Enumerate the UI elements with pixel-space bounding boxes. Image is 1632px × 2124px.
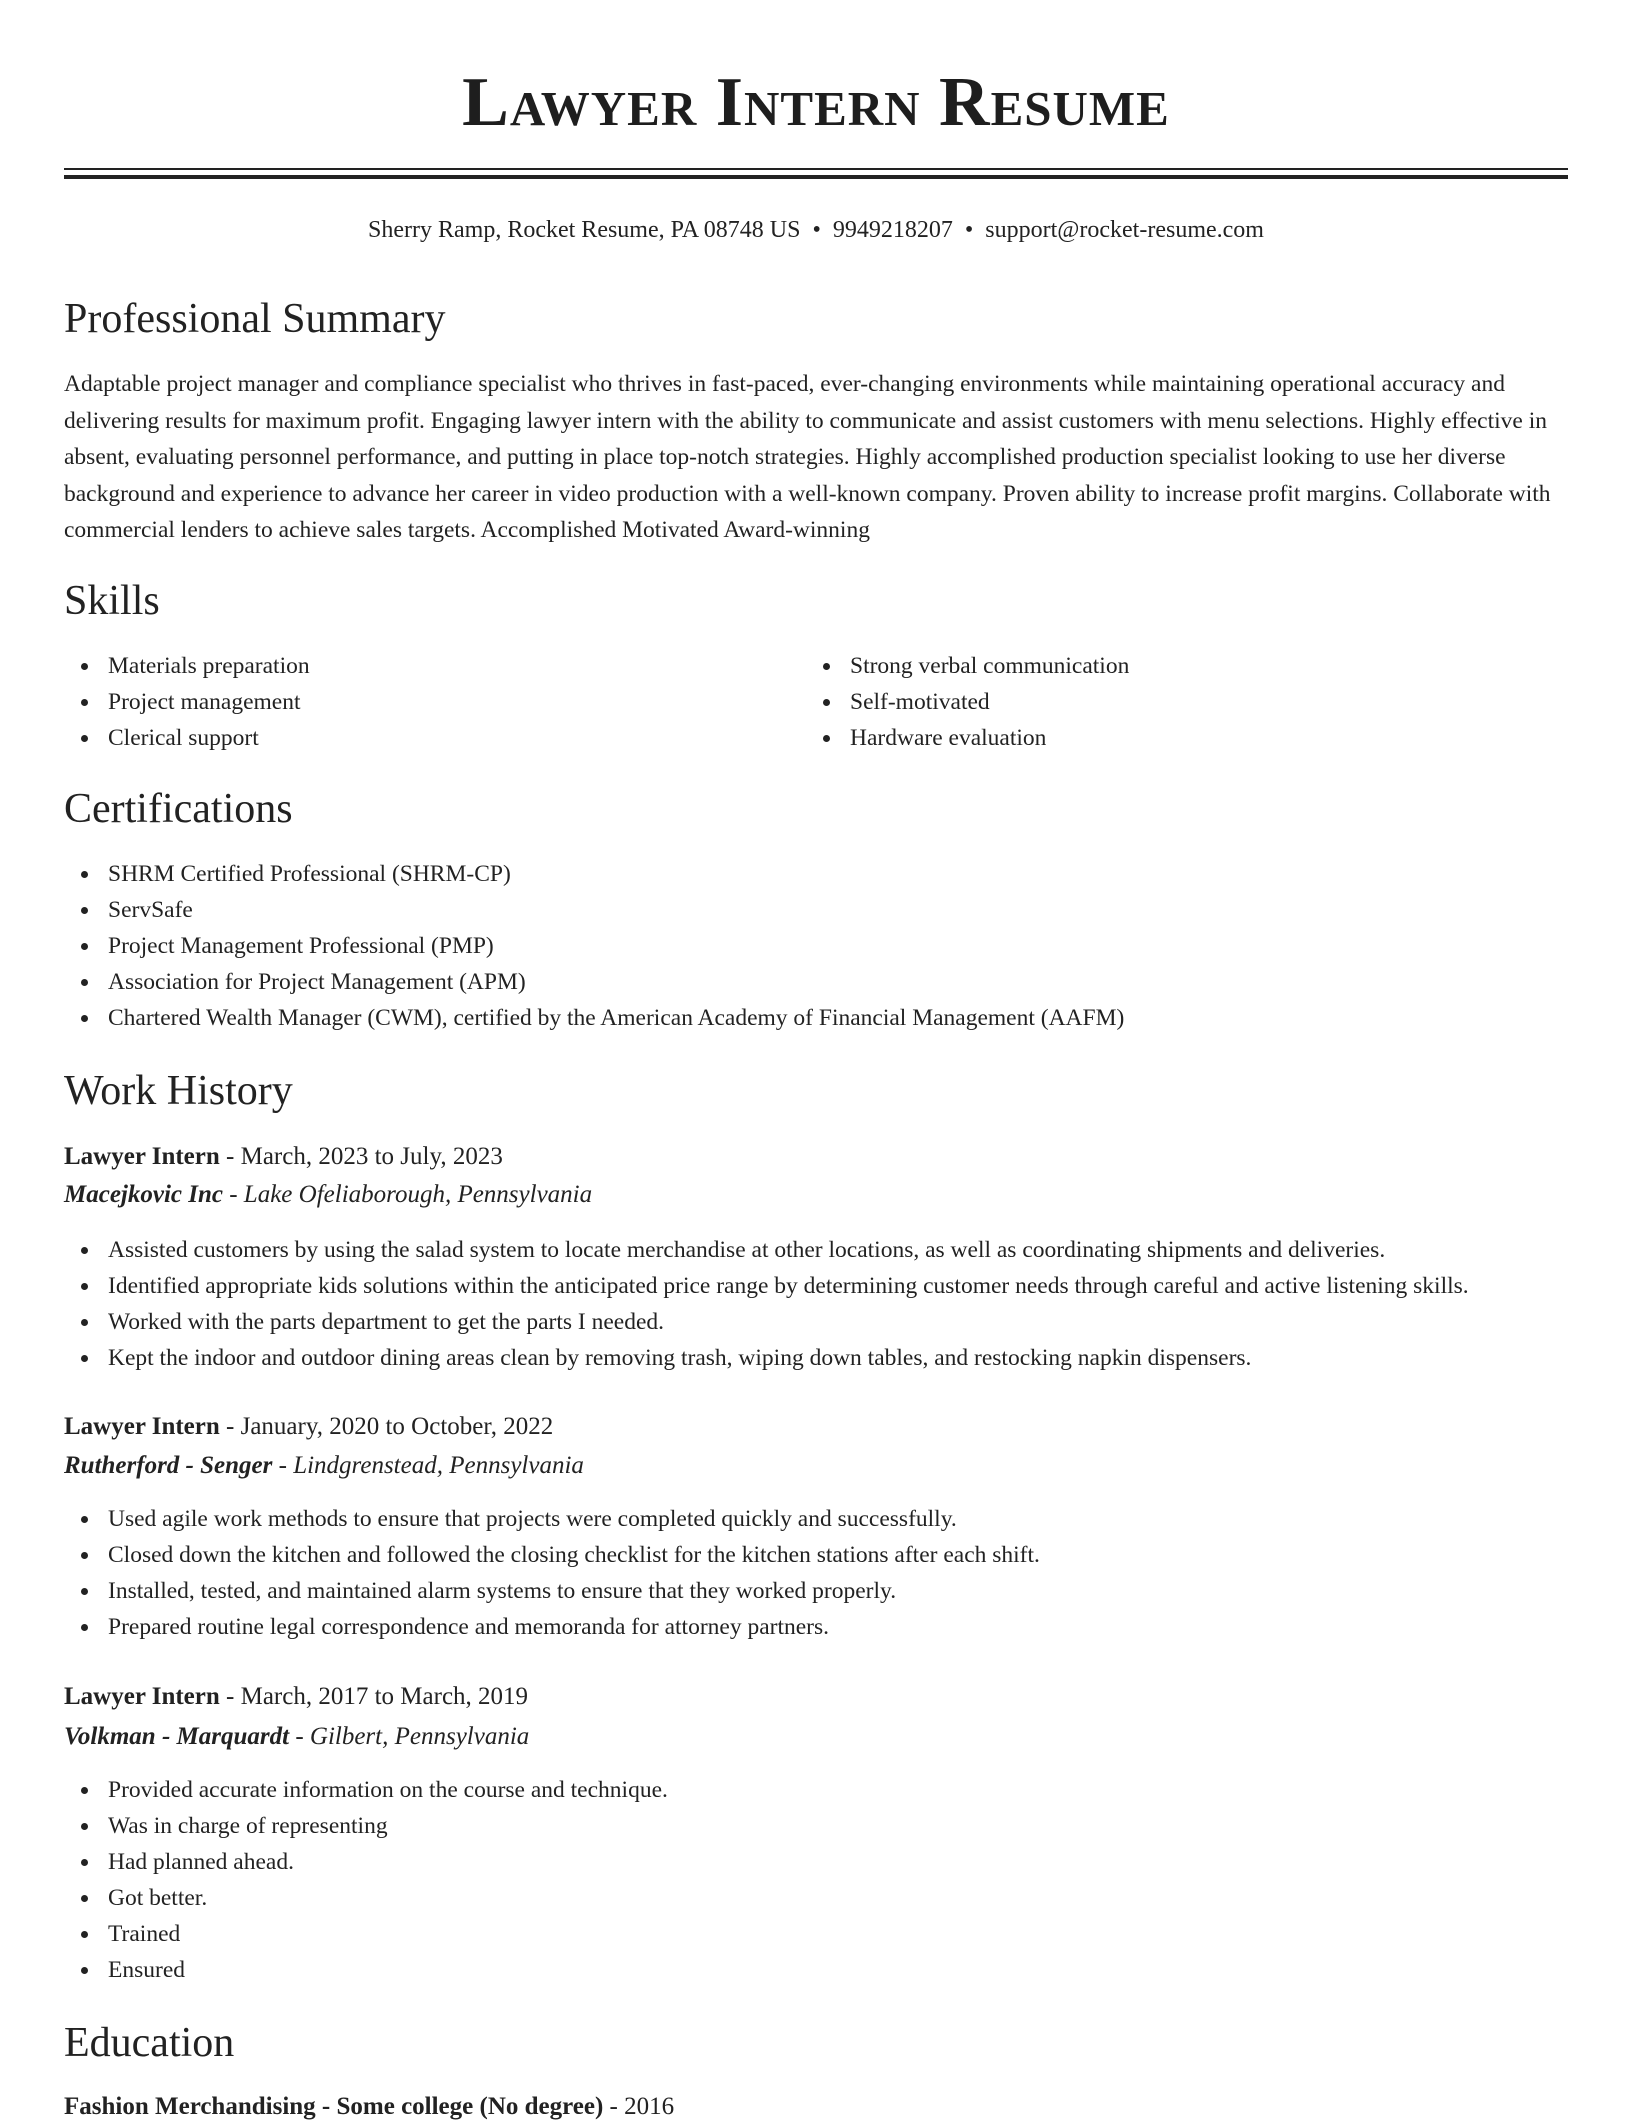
section-heading-skills: Skills (64, 578, 160, 624)
section-heading-work-history: Work History (64, 1068, 293, 1114)
contact-address: Sherry Ramp, Rocket Resume, PA 08748 US (368, 217, 801, 243)
contact-separator: • (812, 217, 821, 243)
job-title: Lawyer Intern (64, 1413, 220, 1440)
job-title-line (64, 1140, 503, 1174)
job-location: - Gilbert, Pennsylvania (289, 1723, 530, 1750)
job-location: - Lake Ofeliaborough, Pennsylvania (222, 1181, 593, 1208)
list-item: ServSafe (64, 892, 1568, 928)
education-year: - 2016 (603, 2093, 675, 2120)
job-company: Rutherford - Senger (64, 1452, 273, 1479)
list-item: Kept the indoor and outdoor dining areas clean by removing trash, wiping down tables, and restocking napkin dispensers. (64, 1340, 1584, 1376)
education-degree: Fashion Merchandising - Some college (No degree) (64, 2093, 604, 2120)
job-company: Volkman - Marquardt (64, 1723, 290, 1750)
education-line (64, 2090, 674, 2124)
list-item: Assisted customers by using the salad system to locate merchandise at other locations, as well as coordinating shipments and deliveries. (64, 1232, 1584, 1268)
job-duties-list (64, 1772, 1584, 1988)
job-title: Lawyer Intern (64, 1143, 220, 1170)
list-item: Got better. (64, 1880, 1584, 1916)
summary-text: Adaptable project manager and compliance specialist who thrives in fast-paced, ever-changing environments while maintaining operational accuracy and delivering results for maximum profit. Engaging lawyer intern with the ability to communicate and assist customers with menu selections. Highly effective in absent, evaluating personnel performance, and putting in place top-notch strategies. Highly accomplished production specialist looking to use her diverse background and experience to advance her career in video production with a well-known company. Proven ability to increase profit margins. Collaborate with commercial lenders to achieve sales targets. Accomplished Motivated Award-winning (64, 371, 1551, 543)
section-heading-education: Education (64, 2020, 235, 2066)
job-company-line (64, 1720, 529, 1754)
job-title-line (64, 1680, 528, 1714)
job-duties-list (64, 1501, 1584, 1645)
list-item: Strong verbal communication (806, 648, 1506, 684)
list-item: Installed, tested, and maintained alarm systems to ensure that they worked properly. (64, 1573, 1584, 1609)
list-item: Trained (64, 1916, 1584, 1952)
list-item: Chartered Wealth Manager (CWM), certified by the American Academy of Financial Management (AAFM) (64, 1000, 1568, 1036)
certifications-list (64, 856, 1568, 1036)
list-item: Used agile work methods to ensure that projects were completed quickly and successfully. (64, 1501, 1584, 1537)
contact-line (0, 214, 1632, 246)
list-item: Clerical support (64, 720, 764, 756)
skills-list-left (64, 648, 764, 756)
list-item: Self-motivated (806, 684, 1506, 720)
list-item: Materials preparation (64, 648, 764, 684)
job-location: - Lindgrenstead, Pennsylvania (272, 1452, 584, 1479)
list-item: Worked with the parts department to get the parts I needed. (64, 1304, 1584, 1340)
job-dates: - March, 2017 to March, 2019 (219, 1683, 529, 1710)
list-item: Provided accurate information on the course and technique. (64, 1772, 1584, 1808)
list-item: Project Management Professional (PMP) (64, 928, 1568, 964)
list-item: Closed down the kitchen and followed the closing checklist for the kitchen stations after each shift. (64, 1537, 1584, 1573)
job-title: Lawyer Intern (64, 1683, 220, 1710)
resume-title: Lawyer Intern Resume (462, 64, 1170, 141)
section-heading-summary: Professional Summary (64, 296, 446, 342)
job-dates: - March, 2023 to July, 2023 (219, 1143, 503, 1170)
list-item: Hardware evaluation (806, 720, 1506, 756)
list-item: Was in charge of representing (64, 1808, 1584, 1844)
list-item: Identified appropriate kids solutions within the anticipated price range by determining customer needs through careful and active listening skills. (64, 1268, 1584, 1304)
job-company-line (64, 1449, 584, 1483)
list-item: Had planned ahead. (64, 1844, 1584, 1880)
skills-list-right (806, 648, 1506, 756)
list-item: SHRM Certified Professional (SHRM-CP) (64, 856, 1568, 892)
job-duties-list (64, 1232, 1584, 1376)
job-company-line (64, 1178, 592, 1212)
job-title-line (64, 1410, 553, 1444)
list-item: Association for Project Management (APM) (64, 964, 1568, 1000)
job-company: Macejkovic Inc (64, 1181, 223, 1208)
list-item: Prepared routine legal correspondence and memoranda for attorney partners. (64, 1609, 1584, 1645)
list-item: Ensured (64, 1952, 1584, 1988)
contact-email: support@rocket-resume.com (985, 217, 1264, 243)
list-item: Project management (64, 684, 764, 720)
section-heading-certifications: Certifications (64, 786, 293, 832)
contact-separator: • (964, 217, 974, 243)
title-rule-thick (64, 175, 1568, 179)
title-rule-thin (64, 168, 1568, 170)
job-dates: - January, 2020 to October, 2022 (219, 1413, 554, 1440)
contact-phone: 9949218207 (832, 217, 953, 243)
